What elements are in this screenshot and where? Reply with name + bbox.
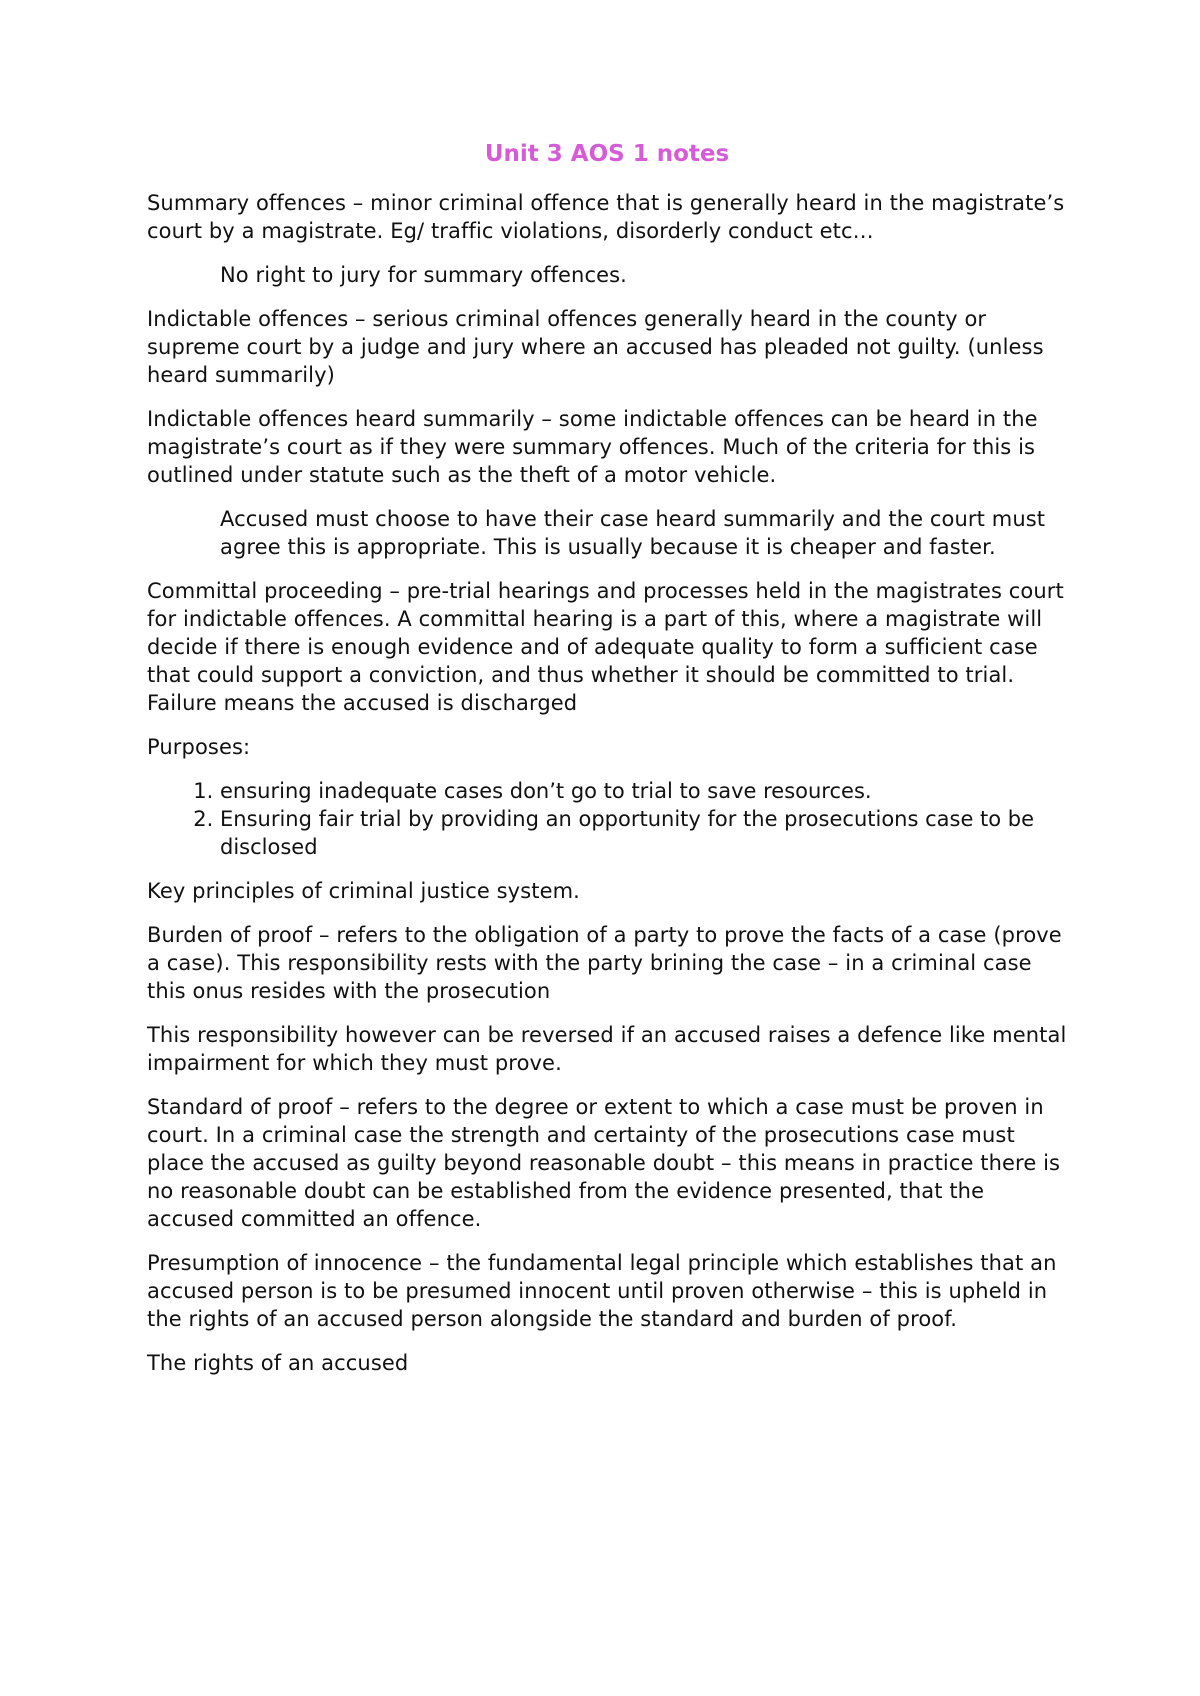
list-item: 1. ensuring inadequate cases don’t go to trial to save resources. — [220, 777, 1067, 805]
paragraph-key-principles: Key principles of criminal justice system. — [147, 879, 580, 903]
paragraph-standard-of-proof: Standard of proof – refers to the degree or extent to which a case must be proven in court. In a criminal case the strength and certainty of the prosecutions case must place the accused as guilty beyond reasonable doubt – this means in practice there is no reasonable doubt can be established from the evidence presented, that the accused committed an offence. — [147, 1095, 1061, 1231]
paragraph-purposes-heading: Purposes: — [147, 735, 251, 759]
paragraph-burden-reversed: This responsibility however can be reversed if an accused raises a defence like mental impairment for which they must prove. — [147, 1023, 1067, 1075]
paragraph-burden-of-proof: Burden of proof – refers to the obligation of a party to prove the facts of a case (prove a case). This responsibility rests with the party brining the case – in a criminal case this onus resides with the prosecution — [147, 923, 1062, 1003]
purposes-list — [147, 777, 1067, 861]
list-item: 2. Ensuring fair trial by providing an opportunity for the prosecutions case to be disclosed — [220, 805, 1067, 861]
paragraph-accused-choose: Accused must choose to have their case heard summarily and the court must agree this is appropriate. This is usually because it is cheaper and faster. — [220, 507, 1046, 559]
paragraph-rights-of-accused: The rights of an accused — [147, 1351, 409, 1375]
document-page — [147, 137, 1067, 1393]
paragraph-presumption-of-innocence: Presumption of innocence – the fundamental legal principle which establishes that an accused person is to be presumed innocent until proven otherwise – this is upheld in the rights of an accused person alongside the standard and burden of proof. — [147, 1251, 1057, 1331]
paragraph-indictable-offences: Indictable offences – serious criminal offences generally heard in the county or supreme court by a judge and jury where an accused has pleaded not guilty. (unless heard summarily) — [147, 307, 1044, 387]
paragraph-no-jury: No right to jury for summary offences. — [220, 263, 627, 287]
document-title: Unit 3 AOS 1 notes — [484, 141, 730, 167]
paragraph-indictable-summarily: Indictable offences heard summarily – some indictable offences can be heard in the magistrate’s court as if they were summary offences. Much of the criteria for this is outlined under statute such as the theft of a motor vehicle. — [147, 407, 1038, 487]
paragraph-committal-proceeding: Committal proceeding – pre-trial hearings and processes held in the magistrates court for indictable offences. A committal hearing is a part of this, where a magistrate will decide if there is enough evidence and of adequate quality to form a sufficient case that could support a conviction, and thus whether it should be committed to trial. Failure means the accused is discharged — [147, 579, 1064, 715]
paragraph-summary-offences: Summary offences – minor criminal offence that is generally heard in the magistrate’s court by a magistrate. Eg/ traffic violations, disorderly conduct etc… — [147, 191, 1065, 243]
